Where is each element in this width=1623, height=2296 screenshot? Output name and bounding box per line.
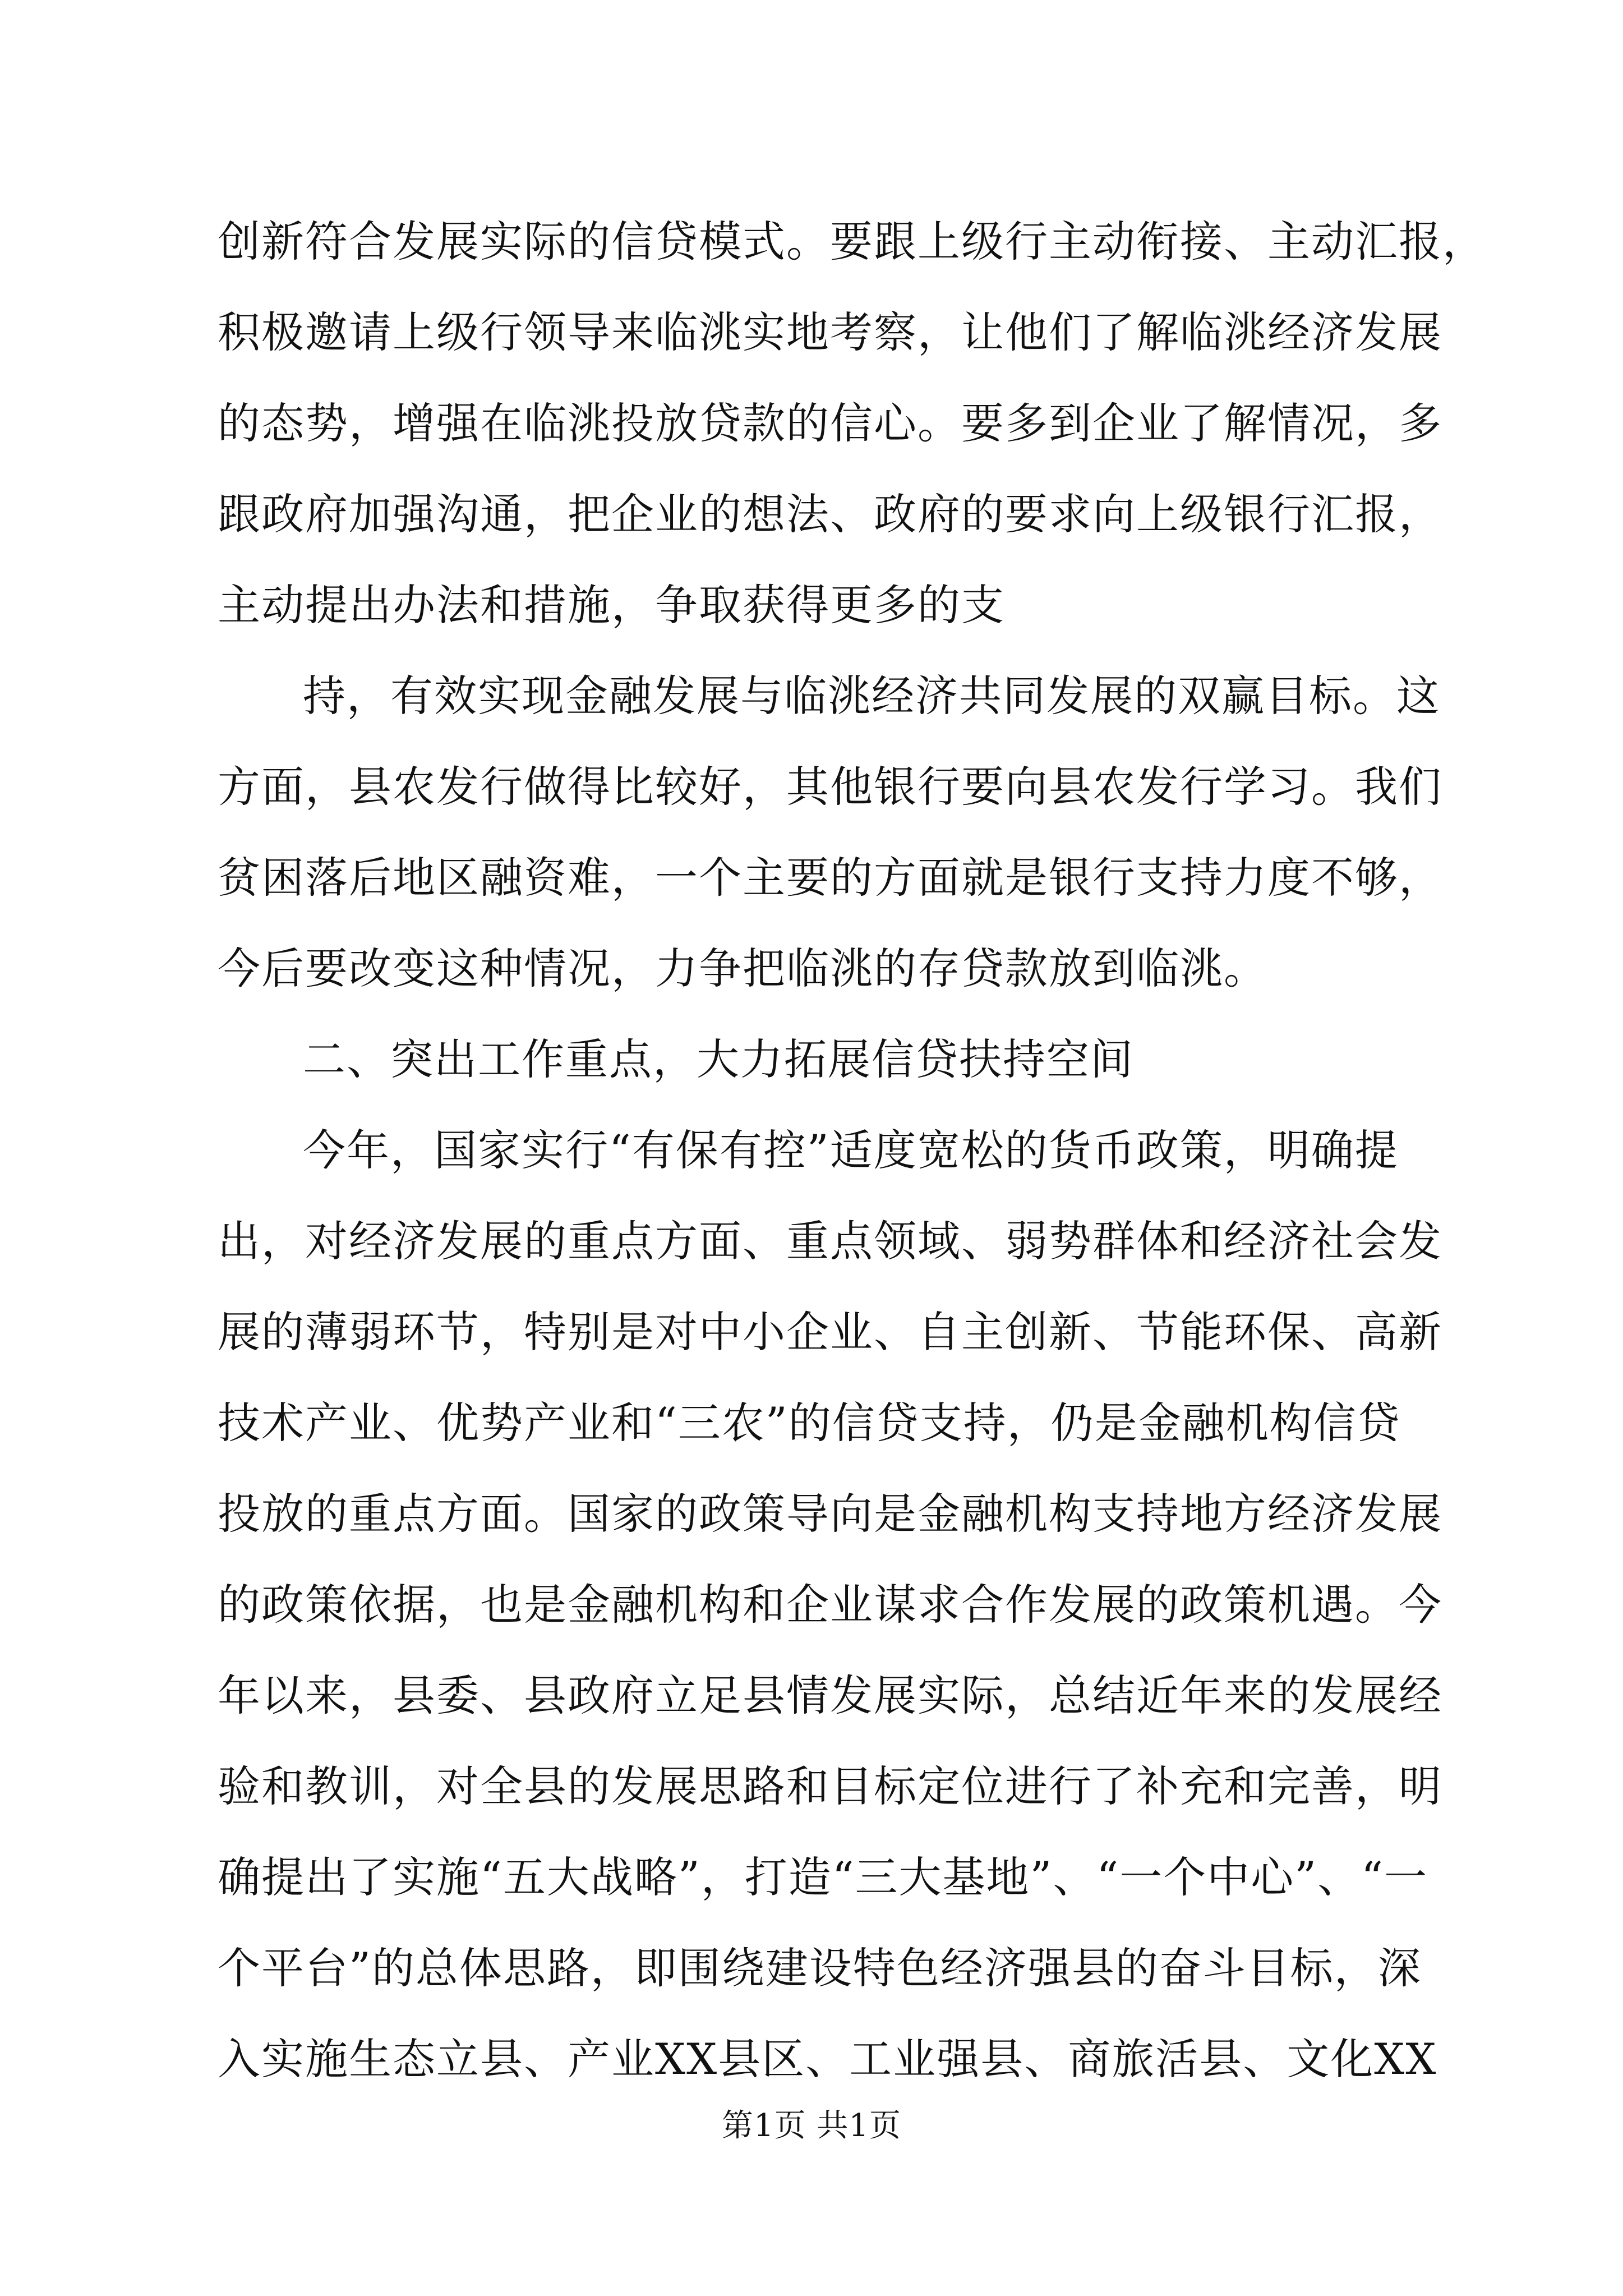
text-line: 年以来，县委、县政府立足县情发展实际，总结近年来的发展经 <box>218 1671 1442 1720</box>
text-line: 的态势，增强在临洮投放贷款的信心。要多到企业了解情况，多 <box>218 398 1442 448</box>
text-line: 主动提出办法和措施，争取获得更多的支 <box>218 580 1005 630</box>
text-line: 方面，县农发行做得比较好，其他银行要向县农发行学习。我们 <box>218 762 1442 812</box>
text-line: 验和教训，对全县的发展思路和目标定位进行了补充和完善，明 <box>218 1761 1442 1811</box>
text-line: 确提出了实施“五大战略”，打造“三大基地”、“一个中心”、“一 <box>218 1852 1428 1902</box>
body-text <box>218 196 1486 2105</box>
text-line: 积极邀请上级行领导来临洮实地考察，让他们了解临洮经济发展 <box>218 307 1442 357</box>
text-line: 技术产业、优势产业和“三农”的信贷支持，仍是金融机构信贷 <box>218 1398 1401 1448</box>
section-heading: 二、突出工作重点，大力拓展信贷扶持空间 <box>303 1034 1134 1084</box>
text-line: 今年，国家实行“有保有控”适度宽松的货币政策，明确提 <box>303 1125 1399 1175</box>
text-line: 创新符合发展实际的信贷模式。要跟上级行主动衔接、主动汇报， <box>218 217 1486 266</box>
page-footer: 第1页 共1页 <box>721 2108 902 2144</box>
text-line: 的政策依据，也是金融机构和企业谋求合作发展的政策机遇。今 <box>218 1580 1442 1630</box>
text-line: 持，有效实现金融发展与临洮经济共同发展的双赢目标。这 <box>303 671 1440 721</box>
text-line: 跟政府加强沟通，把企业的想法、政府的要求向上级银行汇报， <box>218 489 1442 539</box>
text-line: 出，对经济发展的重点方面、重点领域、弱势群体和经济社会发 <box>218 1216 1442 1266</box>
text-line: 投放的重点方面。国家的政策导向是金融机构支持地方经济发展 <box>218 1489 1442 1539</box>
text-line: 今后要改变这种情况，力争把临洮的存贷款放到临洮。 <box>218 944 1267 993</box>
text-line: 展的薄弱环节，特别是对中小企业、自主创新、节能环保、高新 <box>218 1307 1442 1357</box>
text-line: 入实施生态立县、产业XX县区、工业强县、商旅活县、文化XX <box>218 2034 1437 2084</box>
text-line: 贫困落后地区融资难，一个主要的方面就是银行支持力度不够， <box>218 853 1442 903</box>
text-line: 个平台”的总体思路，即围绕建设特色经济强县的奋斗目标，深 <box>218 1943 1422 1993</box>
